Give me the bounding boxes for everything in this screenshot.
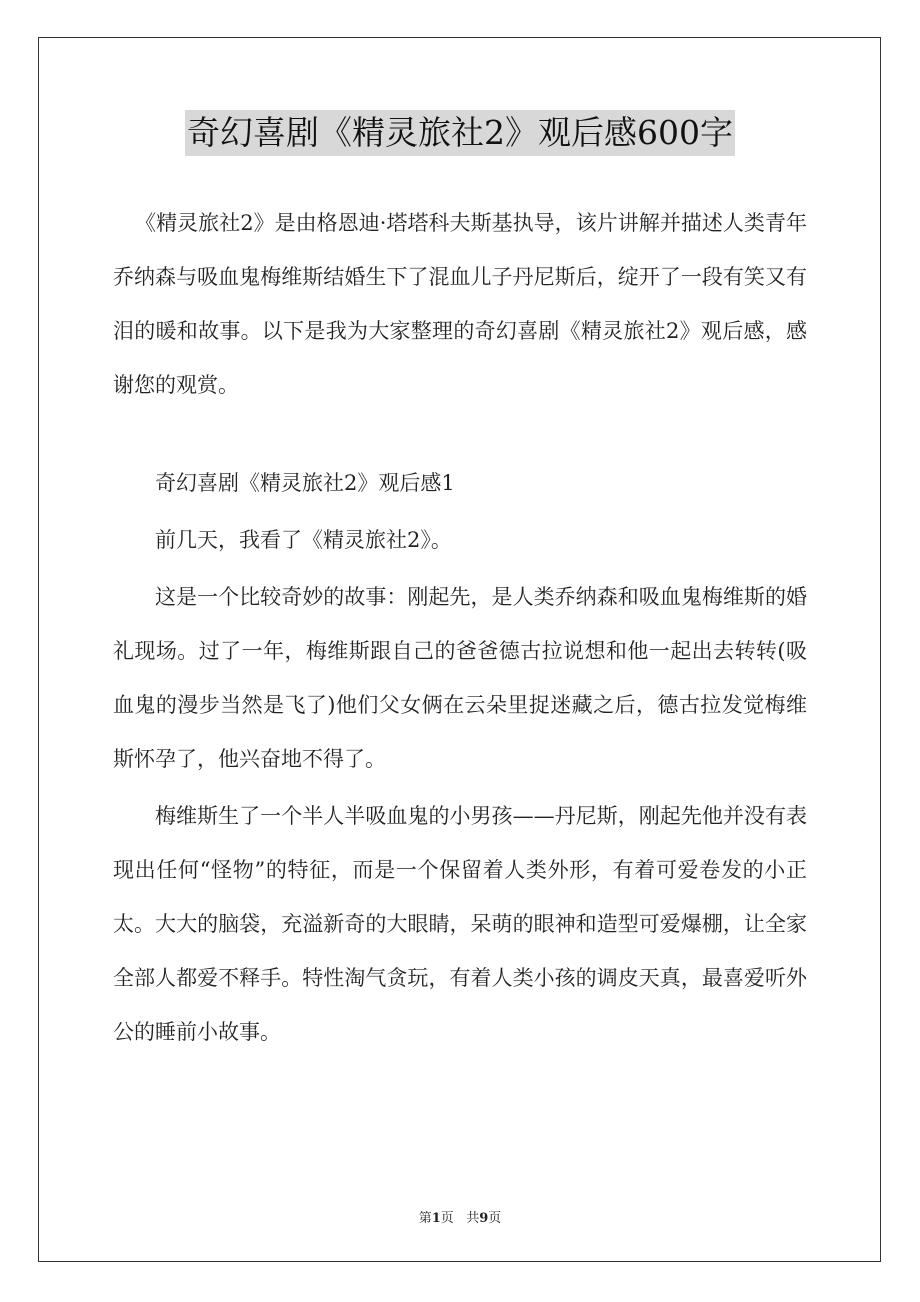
body-paragraph: 梅维斯生了一个半人半吸血鬼的小男孩——丹尼斯，刚起先他并没有表现出任何“怪物”的特征，而是一个保留着人类外形，有着可爱卷发的小正太。大大的脑袋，充溢新奇的大眼睛，呆萌的眼神和造型可爱爆棚，让全家全部人都爱不释手。特性淘气贪玩，有着人类小孩的调皮天真，最喜爱听外公的睡前小故事。 [113, 804, 807, 1044]
body-paragraph: 前几天，我看了《精灵旅社2》。 [155, 528, 452, 552]
section-heading: 奇幻喜剧《精灵旅社2》观后感1 [155, 471, 455, 495]
page-footer [0, 1207, 920, 1226]
section-spacer [113, 415, 807, 456]
document-title: 奇幻喜剧《精灵旅社2》观后感600字 [185, 110, 735, 156]
footer-prefix: 第 [418, 1211, 432, 1226]
document-body [113, 196, 807, 1059]
body-paragraph: 这是一个比较奇妙的故事：刚起先，是人类乔纳森和吸血鬼梅维斯的婚礼现场。过了一年，梅维斯跟自己的爸爸德古拉说想和他一起出去转转(吸血鬼的漫步当然是飞了)他们父女俩在云朵里捉迷藏之后，德古拉发觉梅维斯怀孕了，他兴奋地不得了。 [113, 585, 807, 771]
title-container [0, 110, 920, 156]
footer-total-unit: 页 [488, 1211, 502, 1226]
intro-paragraph: 《精灵旅社2》是由格恩迪·塔塔科夫斯基执导，该片讲解并描述人类青年乔纳森与吸血鬼梅维斯结婚生下了混血儿子丹尼斯后，绽开了一段有笑又有泪的暖和故事。以下是我为大家整理的奇幻喜剧《精灵旅社2》观后感，感谢您的观赏。 [113, 211, 807, 397]
total-page-count: 9 [479, 1211, 489, 1226]
footer-page-unit: 页 [440, 1211, 454, 1226]
footer-total-prefix: 共 [466, 1211, 480, 1226]
current-page-number: 1 [431, 1211, 441, 1226]
